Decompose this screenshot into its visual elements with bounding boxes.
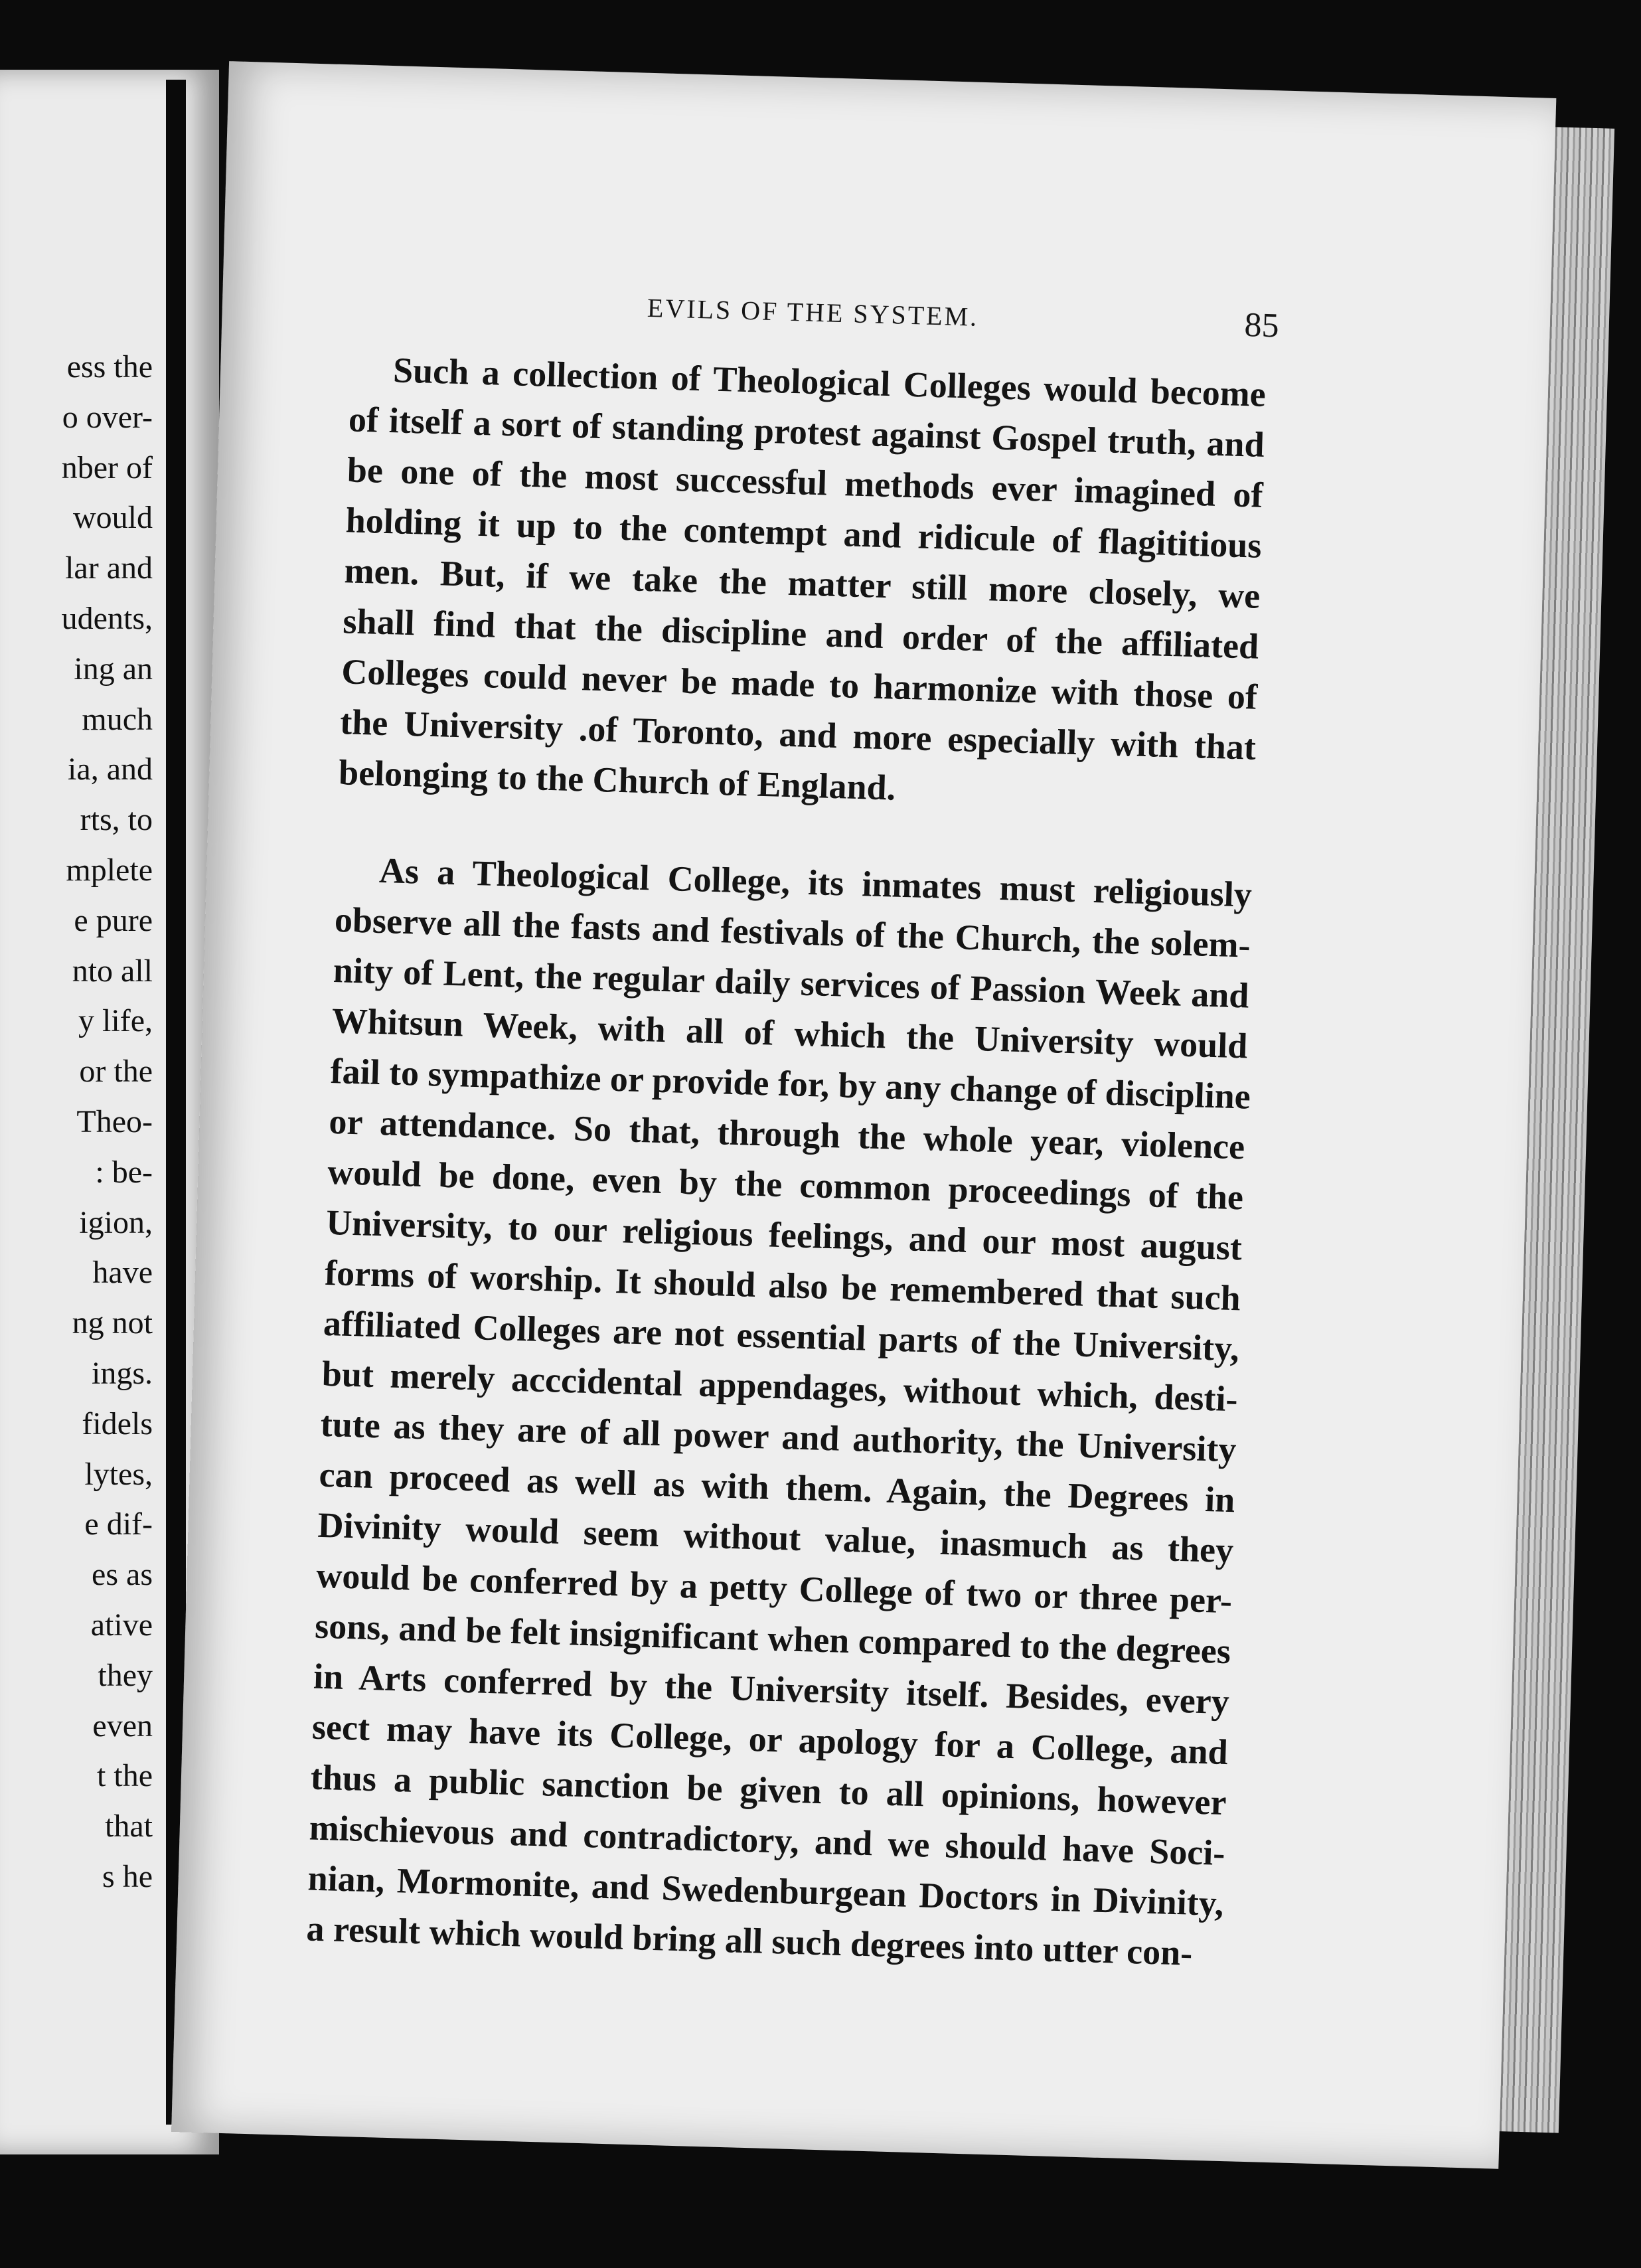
- left-line: igion,: [79, 1204, 153, 1240]
- left-line: lar and: [65, 550, 153, 586]
- text-line: Colleges could never be made to harmonize with those of: [341, 651, 1258, 717]
- page-number: 85: [1243, 305, 1280, 345]
- text-line: can proceed as well as with them. Again, the Degrees in: [318, 1454, 1236, 1520]
- text-line: observe all the fasts and festivals of the Church, the solem-: [334, 900, 1251, 965]
- left-line: that: [105, 1809, 153, 1844]
- text-line: a result which would bring all such degrees into utter con-: [305, 1908, 1194, 1973]
- left-line: lytes,: [84, 1456, 153, 1492]
- right-page: [171, 61, 1556, 2169]
- left-line: t the: [97, 1758, 153, 1794]
- text-line: the University .of Toronto, and more especially with that: [339, 702, 1257, 768]
- text-line: tute as they are of all power and authority, the University: [320, 1404, 1237, 1470]
- left-line: e dif-: [84, 1506, 153, 1542]
- left-line: ng not: [72, 1305, 153, 1341]
- text-line: mischievous and contradictory, and we should have Soci-: [309, 1807, 1226, 1874]
- left-line: udents,: [61, 600, 153, 636]
- text-line: be one of the most successful methods ever imagined of: [347, 449, 1264, 515]
- left-line: ative: [90, 1607, 153, 1643]
- text-line: nity of Lent, the regular daily services of Passion Week and: [333, 950, 1250, 1016]
- left-line: ia, and: [68, 752, 153, 787]
- left-line: : be-: [95, 1154, 153, 1190]
- text-line: belonging to the Church of England.: [338, 752, 897, 808]
- left-line: or the: [79, 1054, 153, 1090]
- text-line: University, to our religious feelings, and our most august: [325, 1202, 1243, 1268]
- text-line: Whitsun Week, with all of which the University would: [331, 1001, 1249, 1066]
- paragraph-1: [338, 343, 1267, 823]
- text-line: nian, Mormonite, and Swedenburgean Doctors in Divinity,: [307, 1858, 1225, 1924]
- text-line: of itself a sort of standing protest against Gospel truth, and: [348, 399, 1265, 465]
- left-line: mplete: [66, 852, 153, 888]
- left-line: much: [82, 701, 153, 737]
- text-line: fail to sympathize or provide for, by any change of discipline: [329, 1050, 1251, 1117]
- text-line: would be done, even by the common proceedings of the: [327, 1151, 1244, 1218]
- text-line: Divinity would seem without value, inasmuch as they: [317, 1504, 1234, 1571]
- left-line: es as: [92, 1557, 153, 1593]
- text-line: would be conferred by a petty College of two or three per-: [315, 1555, 1233, 1621]
- text-line: thus a public sanction be given to all opinions, however: [310, 1757, 1227, 1823]
- text-line: As a Theological College, its inmates must religiously: [378, 850, 1253, 915]
- text-line: but merely acccidental appendages, without which, desti-: [321, 1353, 1239, 1419]
- left-line: rts, to: [80, 802, 153, 838]
- left-line: even: [92, 1708, 153, 1743]
- left-line: y life,: [78, 1003, 153, 1039]
- running-header: EVILS OF THE SYSTEM.: [647, 292, 979, 332]
- left-line: ing an: [74, 651, 153, 687]
- left-line: Theo-: [76, 1103, 153, 1139]
- text-line: sons, and be felt insignificant when compared to the degrees: [314, 1605, 1231, 1672]
- left-line: nber of: [61, 449, 153, 485]
- text-line: in Arts conferred by the University itself. Besides, every: [313, 1656, 1230, 1722]
- text-line: sect may have its College, or apology for a College, and: [311, 1706, 1229, 1773]
- left-line: ess the: [66, 349, 153, 384]
- text-line: or attendance. So that, through the whole year, violence: [328, 1101, 1245, 1167]
- left-line: would: [73, 500, 153, 536]
- left-line: they: [98, 1657, 153, 1693]
- left-line: ings.: [91, 1355, 153, 1391]
- text-line: affiliated Colleges are not essential parts of the University,: [323, 1303, 1240, 1369]
- left-page-text: [0, 342, 153, 1902]
- left-line: o over-: [62, 399, 153, 435]
- text-line: forms of worship. It should also be remembered that such: [324, 1252, 1241, 1319]
- left-line: e pure: [74, 902, 153, 938]
- left-line: have: [92, 1255, 153, 1291]
- text-line: men. But, if we take the matter still more closely, we: [343, 550, 1261, 616]
- left-line: fidels: [82, 1406, 153, 1441]
- left-line: s he: [102, 1858, 153, 1894]
- text-line: holding it up to the contempt and ridicule of flagititious: [345, 500, 1263, 566]
- text-line: shall find that the discipline and order of the affiliated: [342, 601, 1259, 667]
- left-line: nto all: [72, 953, 153, 989]
- paragraph-2: [306, 844, 1253, 1979]
- text-line: Such a collection of Theological Colleges would become: [392, 350, 1267, 414]
- body-text: [306, 343, 1267, 1979]
